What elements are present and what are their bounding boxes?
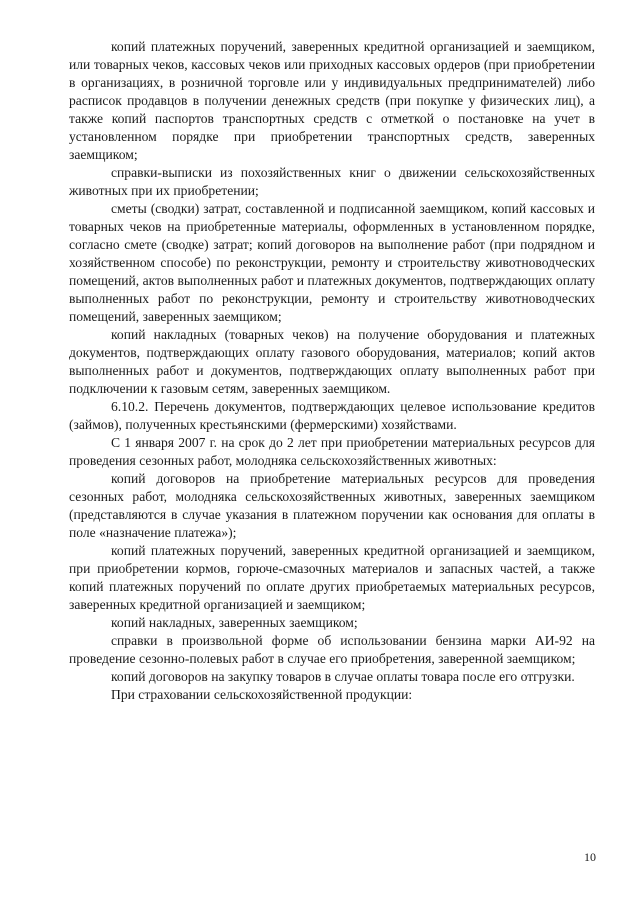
- paragraph-section-6-10-2: 6.10.2. Перечень документов, подтверждающих целевое использование кредитов (займов), полученных крестьянскими (фермерскими) хозяйствами.: [69, 399, 595, 432]
- paragraph-cost-estimates: сметы (сводки) затрат, составленной и подписанной заемщиком, копий кассовых и товарных чеков на приобретенные материалы, оформленных в установленном порядке, согласно смете (сводке) затрат; копий договоров на выполнение работ (при подрядном и хозяйственном способе) по реконструкции, ремонту и строительству животноводческих помещений, актов выполненных работ и платежных документов, подтверждающих оплату выполненных работ по реконструкции, ремонту и строительству животноводческих помещений, заверенных заемщиком;: [69, 201, 595, 324]
- paragraph-purchase-contracts: копий договоров на приобретение материальных ресурсов для проведения сезонных работ, молодняка сельскохозяйственных животных, заверенных заемщиком (представляются в случае указания в платежном поручении как основания для оплаты в поле «назначение платежа»);: [69, 471, 595, 540]
- page-number: 10: [584, 850, 596, 864]
- paragraph-from-2007: С 1 января 2007 г. на срок до 2 лет при приобретении материальных ресурсов для проведения сезонных работ, молодняка сельскохозяйственных животных:: [69, 435, 595, 468]
- paragraph-goods-contracts: копий договоров на закупку товаров в случае оплаты товара после его отгрузки.: [111, 669, 575, 684]
- paragraph-fuel-certificate: справки в произвольной форме об использовании бензина марки АИ-92 на проведение сезонно-полевых работ в случае его приобретения, заверенной заемщиком;: [69, 633, 595, 666]
- paragraph-insurance: При страховании сельскохозяйственной продукции:: [111, 687, 413, 702]
- paragraph-gas-equipment: копий накладных (товарных чеков) на получение оборудования и платежных документов, подтверждающих оплату газового оборудования, материалов; копий актов выполненных работ и документов, подтверждающих оплату выполненных работ при подключении к газовым сетям, заверенных заемщиком.: [69, 327, 595, 396]
- paragraph-household-extracts: справки-выписки из похозяйственных книг о движении сельскохозяйственных животных при их приобретении;: [69, 165, 595, 198]
- paragraph-invoices: копий накладных, заверенных заемщиком;: [111, 615, 358, 630]
- paragraph-payment-orders: копий платежных поручений, заверенных кредитной организацией и заемщиком, или товарных чеков, кассовых чеков или приходных кассовых ордеров (при приобретении в организациях, в розничной торговле или у индивидуальных предпринимателей) либо расписок продавцов в получении денежных средств (при покупке у физических лиц), а также копий паспортов транспортных средств с отметкой о постановке на учет в установленном порядке при приобретении транспортных средств, заверенных заемщиком;: [69, 39, 595, 162]
- document-body: [69, 38, 595, 704]
- paragraph-payment-orders-feed: копий платежных поручений, заверенных кредитной организацией и заемщиком, при приобретении кормов, горюче-смазочных материалов и запасных частей, а также копий платежных поручений по оплате других приобретаемых материальных ресурсов, заверенных кредитной организацией и заемщиком;: [69, 543, 595, 612]
